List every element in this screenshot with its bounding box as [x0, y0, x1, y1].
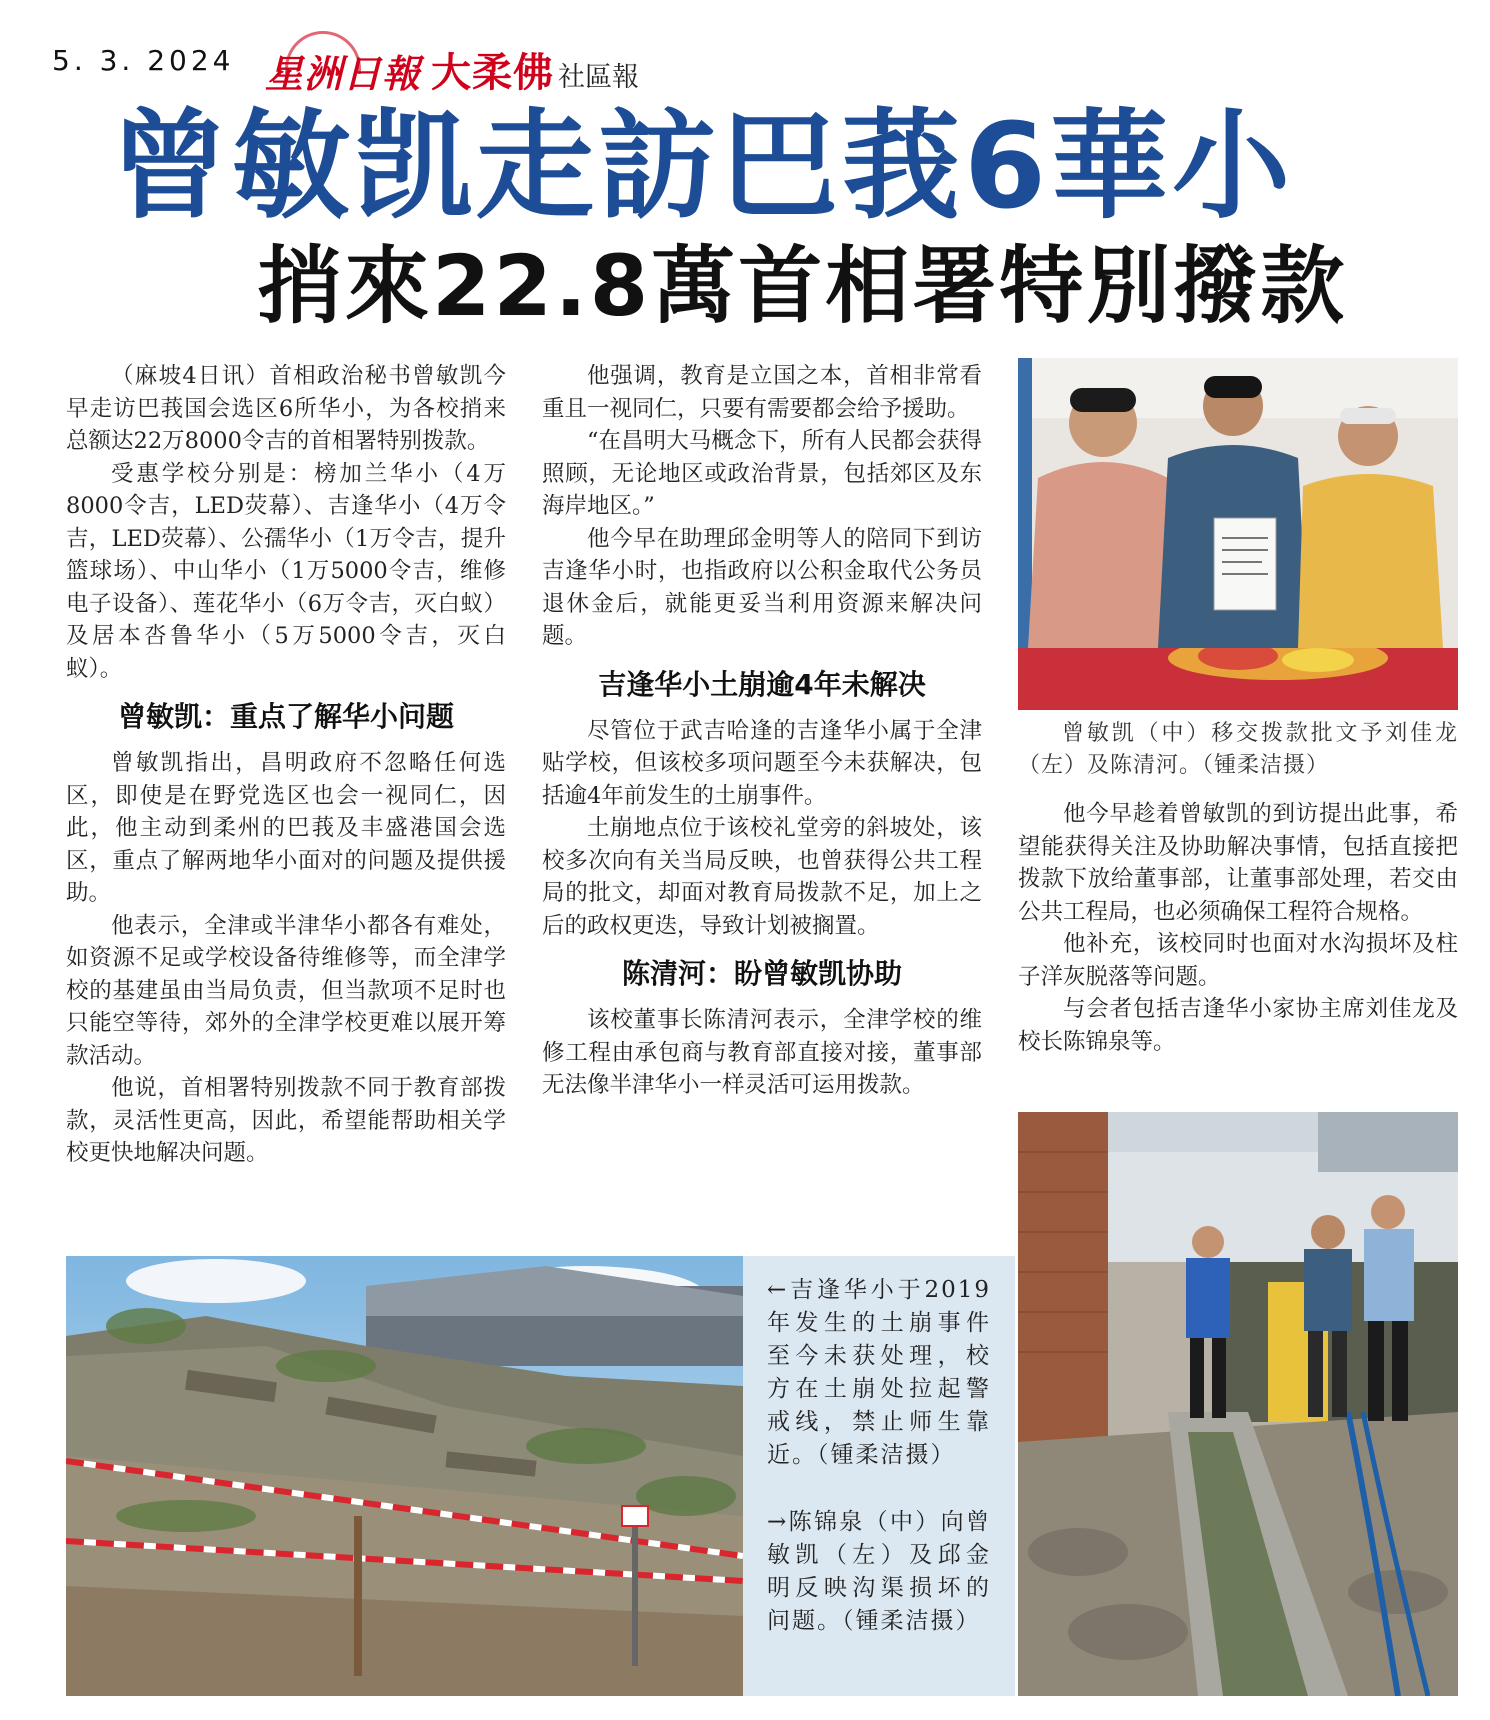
article-paragraph: 与会者包括吉逢华小家协主席刘佳龙及校长陈锦泉等。 — [1018, 996, 1458, 1055]
headline: 曾敏凯走訪巴莪6華小 — [110, 97, 1295, 235]
bottom-caption-box — [743, 1256, 1015, 1696]
logo-region-name: 大柔佛 — [431, 50, 555, 96]
article-column-2 — [542, 360, 982, 1102]
article-paragraph: 他补充，该校同时也面对水沟损坏及柱子洋灰脱落等问题。 — [1018, 931, 1458, 990]
article-paragraph: 他说，首相署特别拨款不同于教育部拨款，灵活性更高，因此，希望能帮助相关学校更快地解决问题。 — [66, 1075, 506, 1166]
article-paragraph: （麻坡4日讯）首相政治秘书曾敏凯今早走访巴莪国会选区6所华小，为各校捎来总额达22万8000令吉的首相署特别拨款。 — [66, 363, 506, 454]
handover-photo-image — [1018, 358, 1458, 710]
article-paragraph: 他今早趁着曾敏凯的到访提出此事，希望能获得关注及协助解决事情，包括直接把拨款下放给董事部，让董事部处理，若交由公共工程局，也必须确保工程符合规格。 — [1018, 801, 1458, 925]
handover-photo — [1018, 358, 1458, 710]
drain-photo-caption: →陈锦泉（中）向曾敏凯（左）及邱金明反映沟渠损坏的问题。（锺柔洁摄） — [767, 1509, 991, 1634]
article-paragraph: 该校董事长陈清河表示，全津学校的维修工程由承包商与教育部直接对接，董事部无法像半津华小一样灵活可运用拨款。 — [542, 1007, 982, 1098]
drain-photo-image — [1018, 1112, 1458, 1696]
logo-paper-name: 星洲日報 — [265, 43, 421, 98]
article-paragraph: 受惠学校分别是：榜加兰华小（4万8000令吉，LED荧幕）、吉逢华小（4万令吉，LED荧幕）、公孺华小（1万令吉，提升篮球场）、中山华小（1万5000令吉，维修电子设备）、莲花华小（6万令吉，灭白蚁）及居本呇鲁华小（5万5000令吉，灭白蚁）。 — [66, 460, 506, 682]
section-heading: 曾敏凯：重点了解华小问题 — [117, 700, 454, 733]
article-paragraph: 他强调，教育是立国之本，首相非常看重且一视同仁，只要有需要都会给予援助。 — [542, 363, 982, 422]
article-paragraph: 尽管位于武吉哈逢的吉逢华小属于全津贴学校，但该校多项问题至今未获解决，包括逾4年前发生的土崩事件。 — [542, 717, 982, 809]
article-paragraph: 他今早在助理邱金明等人的陪同下到访吉逢华小时，也指政府以公积金取代公务员退休金后，就能更妥当利用资源来解决问题。 — [542, 525, 982, 649]
section-heading: 陈清河：盼曾敏凯协助 — [621, 957, 902, 990]
article-paragraph: 他表示，全津或半津华小都各有难处，如资源不足或学校设备待维修等，而全津学校的基建虽由当局负责，但当款项不足时也只能空等待，郊外的全津学校更难以展开筹款活动。 — [66, 912, 506, 1069]
article-column-1 — [66, 360, 506, 1170]
issue-date: 5. 3. 2024 — [52, 44, 235, 77]
article-paragraph: 曾敏凯指出，昌明政府不忽略任何选区，即使是在野党选区也会一视同仁，因此，他主动到柔州的巴莪及丰盛港国会选区，重点了解两地华小面对的问题及提供援助。 — [66, 750, 506, 906]
logo-section-suffix: 社區報 — [558, 62, 640, 93]
drain-photo — [1018, 1112, 1458, 1696]
landslide-photo — [66, 1256, 743, 1696]
newspaper-logo — [265, 22, 639, 98]
handover-photo-caption: 曾敏凯（中）移交拨款批文予刘佳龙（左）及陈清河。（锺柔洁摄） — [1018, 721, 1458, 778]
section-heading: 吉逢华小土崩逾4年未解决 — [598, 667, 926, 701]
article-paragraph: “在昌明大马概念下，所有人民都会获得照顾，无论地区或政治背景，包括郊区及东海岸地区。” — [542, 428, 982, 519]
masthead — [0, 0, 1490, 100]
landslide-photo-caption: ←吉逢华小于2019年发生的土崩事件至今未获处理，校方在土崩处拉起警戒线，禁止师生靠近。（锺柔洁摄） — [767, 1277, 991, 1468]
subheadline: 捎來22.8萬首相署特別撥款 — [258, 237, 1348, 335]
article-column-3 — [1018, 798, 1458, 1058]
landslide-photo-image — [66, 1256, 743, 1696]
article-paragraph: 土崩地点位于该校礼堂旁的斜坡处，该校多次向有关当局反映，也曾获得公共工程局的批文，却面对教育局拨款不足，加上之后的政权更迭，导致计划被搁置。 — [542, 815, 982, 939]
